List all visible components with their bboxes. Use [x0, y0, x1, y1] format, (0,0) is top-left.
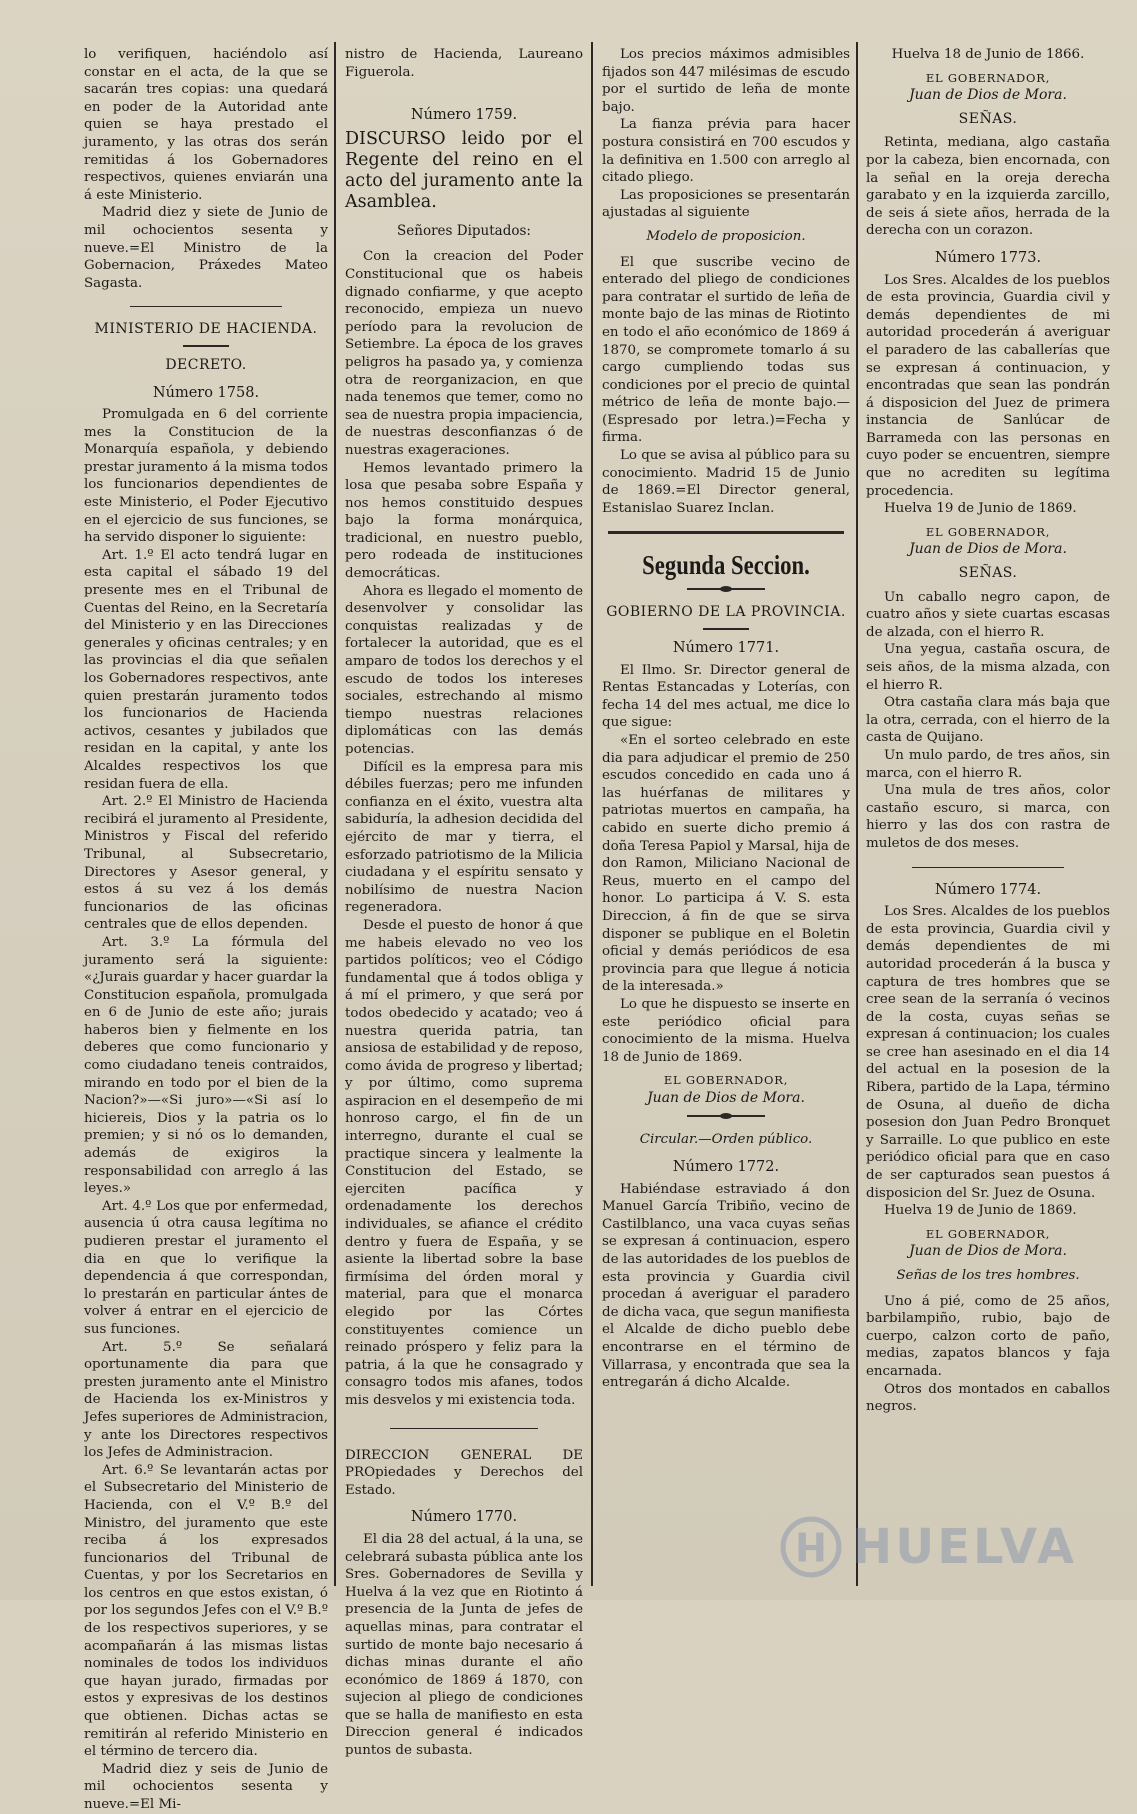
signature-title: EL GOBERNADOR,	[663, 1073, 789, 1088]
section-heading: DIRECCION GENERAL DE PROpiedades y Derechos del Estado.	[345, 1447, 583, 1498]
item-number: Número 1758.	[152, 384, 260, 401]
ornament-rule	[687, 1113, 765, 1119]
column-2	[345, 46, 583, 1759]
watermark	[780, 1516, 1077, 1578]
dash-rule	[703, 628, 749, 630]
paragraph: Habiéndase estraviado á don Manuel García Tribiño, vecino de Castilblanco, una vaca cuyas señas se expresan á continuacion, espero de las autoridades de los pueblos de esta provincia y Guardia civil procedan á averiguar el paradero de dicha vaca, que segun manifiesta el Alcalde de dicho pueblo debe encontrarse en el término de Villarrasa, y encontrada que sea la entregarán á dicho Alcalde.	[602, 1181, 850, 1391]
column-4	[866, 46, 1110, 1582]
separator	[130, 306, 281, 307]
section-heading: MINISTERIO DE HACIENDA.	[94, 321, 318, 338]
article: Art. 2.º El Ministro de Hacienda recibirá el juramento al Presidente, Ministros y Fiscal del referido Tribunal, al Subsecretario, Directores y Asesor general, y estos á su vez á los demás funcionarios de las oficinas centrales que de ellos dependen.	[84, 794, 328, 933]
article: Art. 1.º El acto tendrá lugar en esta capital el sábado 19 del presente mes en el Tribunal de Cuentas del Reino, en la Secretaría del Ministerio y en las Direcciones generales y oficinas centrales; y en las provincias el dia que señalen los Gobernadores respectivos, ante quien prestarán juramento todos los funcionarios de Hacienda activos, cesantes y jubilados que residan en la capital, y ante los Alcaldes respectivos los que residan fuera de ella.	[84, 547, 328, 792]
watermark-text: HUELVA	[852, 1519, 1077, 1575]
paragraph: Hemos levantado primero la losa que pesaba sobre España y nos hemos constituido despues bajo la forma monárquica, tradicional, en nuestro pueblo, pero rodeada de instituciones democráticas.	[345, 460, 583, 582]
dateline: Huelva 19 de Junio de 1869.	[884, 1203, 1077, 1219]
thick-rule	[608, 531, 844, 534]
signature-title: EL GOBERNADOR,	[925, 1226, 1051, 1241]
article: Art. 4.º Los que por enfermedad, ausencia ú otra causa legítima no pudieren prestar el juramento el dia en que lo verifique la dependencia á que correspondan, lo prestarán en particular ántes de volver á entrar en el ejercicio de sus funciones.	[84, 1198, 328, 1337]
signature-title: EL GOBERNADOR,	[925, 524, 1051, 539]
section-title: Segunda Seccion.	[642, 550, 810, 581]
paragraph: Ahora es llegado el momento de desenvolver y consolidar las conquistas realizadas y de fortalecer la autoridad, que es el amparo de todos los derechos y el escudo de todos los intereses sociales, estrechando al mismo tiempo nuestras relaciones diplomáticas con las demás potencias.	[345, 583, 583, 757]
column-rule	[591, 42, 593, 1586]
senas-heading: SEÑAS.	[958, 565, 1018, 582]
paragraph: Lo que he dispuesto se inserte en este periódico oficial para conocimiento de la misma. Huelva 18 de Junio de 1869.	[602, 996, 850, 1065]
paragraph: Los Sres. Alcaldes de los pueblos de esta provincia, Guardia civil y demás dependientes de mi autoridad procederán á averiguar el paradero de las caballerías que se expresan á continuacion, y encontradas que sean las pondrán á disposicion del Juez de primera instancia de Sanlúcar de Barrameda con las personas en cuyo poder se encuentren, siempre que no acrediten su legítima procedencia.	[866, 272, 1110, 499]
ornament-rule	[687, 586, 765, 592]
speech-title: DISCURSO leido por el Regente del reino en el acto del juramento ante la Asamblea.	[345, 128, 583, 212]
salutation: Señores Diputados:	[397, 222, 531, 239]
decree-heading: DECRETO.	[165, 356, 247, 373]
column-rule	[856, 42, 858, 1586]
paragraph: lo verifiquen, haciéndolo así constar en el acta, de la que se sacarán tres copias: una quedará en poder de la Autoridad ante quien se haya prestado el juramento, y las otras dos serán remitidas á los Gobernadores respectivos, quienes enviarán una á este Ministerio.	[84, 47, 328, 203]
description-item: Un mulo pardo, de tres años, sin marca, con el hierro R.	[866, 747, 1110, 781]
article: Art. 6.º Se levantarán actas por el Subsecretario del Ministerio de Hacienda, con el V.º B.º del Ministro, del juramento que este reciba á los expresados funcionarios del Tribunal de Cuentas, y por los Secretarios en los centros en que estos existan, ó por los segundos Jefes con el V.º B.º de los respectivos superiores, y se acompañarán á las mismas listas nominales de todos los individuos que hayan jurado, firmadas por estos y expresivas de los destinos que obtienen. Dichas actas se remitirán al referido Ministerio en el término de tercero dia.	[84, 1462, 328, 1760]
column-1	[84, 46, 328, 1812]
paragraph: Madrid diez y siete de Junio de mil ochocientos sesenta y nueve.=El Ministro de la Gobernacion, Práxedes Mateo Sagasta.	[84, 205, 328, 291]
paragraph: El Ilmo. Sr. Director general de Rentas Estancadas y Loterías, con fecha 14 del mes actual, me dice lo que sigue:	[602, 662, 850, 731]
senas-heading: SEÑAS.	[958, 110, 1018, 127]
description-item: Otros dos montados en caballos negros.	[866, 1381, 1110, 1415]
description-item: Otra castaña clara más baja que la otra, cerrada, con el hierro de la casta de Quijano.	[866, 695, 1110, 746]
article: Art. 5.º Se señalará oportunamente dia para que presten juramento ante el Ministro de Hacienda los ex-Ministros y Jefes superiores de Administracion, y ante los Directores respectivos los Jefes de Administracion.	[84, 1339, 328, 1461]
signature-name: Juan de Dios de Mora.	[647, 1089, 805, 1106]
model-heading: Modelo de proposicion.	[646, 228, 806, 244]
description-item: Una yegua, castaña oscura, de seis años, de la misma alzada, con el hierro R.	[866, 642, 1110, 693]
signature-name: Juan de Dios de Mora.	[909, 541, 1067, 558]
paragraph: Promulgada en 6 del corriente mes la Constitucion de la Monarquía española, y debiendo prestar juramento á la misma todos los funcionarios dependientes de este Ministerio, el Poder Ejecutivo en el ejercicio de sus funciones, se ha servido disponer lo siguiente:	[84, 407, 328, 546]
paragraph: Con la creacion del Poder Constitucional que os habeis dignado confiarme, y que acepto reconocido, empieza un nuevo período para la revolucion de Setiembre. La época de los graves peligros ha pasado ya, y comienza otra de reorganizacion, en que nada tenemos que temer, como no sea de nuestra propia impaciencia, de nuestras desconfianzas ó de nuestras exageraciones.	[345, 249, 583, 458]
column-rule	[334, 42, 336, 1586]
paragraph: nistro de Hacienda, Laureano Figuerola.	[345, 47, 583, 80]
section-heading: GOBIERNO DE LA PROVINCIA.	[606, 604, 846, 621]
dash-rule	[183, 345, 229, 347]
senas-heading: Señas de los tres hombres.	[896, 1268, 1080, 1283]
description-item: Uno á pié, como de 25 años, barbilampiño, rubio, bajo de cuerpo, calzon corto de paño, medias, zapatos blancos y faja encarnada.	[866, 1293, 1110, 1379]
item-number: Número 1773.	[934, 249, 1042, 266]
dateline: Huelva 19 de Junio de 1869.	[884, 501, 1077, 517]
paragraph: «En el sorteo celebrado en este dia para adjudicar el premio de 250 escudos concedido en cada uno á las huérfanas de militares y patriotas muertos en campaña, ha cabido en suerte dicho premio á doña Teresa Papiol y Marsal, hija de don Ramon, Miliciano Nacional de Reus, muerto en el campo del honor. Lo participa á V. S. esta Direccion, á fin de que se sirva disponer se publique en el Boletin oficial y demás periódicos de esa provincia para que llegue á noticia de la interesada.»	[602, 733, 850, 995]
signature-name: Juan de Dios de Mora.	[909, 1243, 1067, 1260]
signature-name: Juan de Dios de Mora.	[909, 87, 1067, 104]
circular-heading: Circular.—Orden público.	[639, 1132, 813, 1148]
paragraph: Desde el puesto de honor á que me habeis elevado no veo los partidos políticos; veo el Código fundamental que á todos obliga y á mí el primero, y que será por todos obedecido y acatado; veo á nuestra querida patria, tan ansiosa de estabilidad y de reposo, como ávida de progreso y libertad; y por último, como suprema aspiracion en el desempeño de mi honroso cargo, el fin de un interregno, durante el cual se practique sincera y lealmente la Constitucion del Estado, se ejerciten pacífica y ordenadamente los derechos individuales, se afiance el crédito dentro y fuera de España, y se asiente la libertad sobre la base firmísima del órden moral y material, para que el monarca elegido por las Córtes constituyentes comience un reinado próspero y feliz para la patria, á la que he consagrado y consagro todos mis afanes, todos mis desvelos y mi existencia toda.	[345, 917, 583, 1408]
separator	[390, 1428, 538, 1429]
article: Art. 3.º La fórmula del juramento será la siguiente: «¿Jurais guardar y hacer guardar la Constitucion española, promulgada en 6 de Junio de este año; jurais haberos bien y fielmente en los deberes que como funcionario y como ciudadano teneis contraidos, mirando en todo por el bien de la Nacion?»—«Si juro»—«Si así lo hiciereis, Dios y la patria os lo premien; y si nó os lo demanden, además de exigiros la responsabilidad con arreglo á las leyes.»	[84, 934, 328, 1197]
paragraph: Los Sres. Alcaldes de los pueblos de esta provincia, Guardia civil y demás dependientes de mi autoridad procederán á la busca y captura de tres hombres que se cree sean de la serranía ó vecinos de la costa, cuyas señas se expresan á continuacion; los cuales se cree han asesinado en el dia 14 del actual en la posesion de la Ribera, partido de la Lapa, término de Osuna, al dueño de dicha posesion don Juan Pedro Bronquet y Sarraille. Lo que publico en este periódico oficial para que en caso de ser capturados sean puestos á disposicion del Sr. Juez de Osuna.	[866, 904, 1110, 1201]
signature-title: EL GOBERNADOR,	[925, 70, 1051, 85]
paragraph: Lo que se avisa al público para su conocimiento. Madrid 15 de Junio de 1869.=El Director general, Estanislao Suarez Inclan.	[602, 448, 850, 516]
item-number: Número 1759.	[410, 107, 518, 124]
paragraph: La fianza prévia para hacer postura consistirá en 700 escudos y la definitiva en 1.500 con arreglo al citado pliego.	[602, 117, 850, 186]
item-number: Número 1770.	[410, 1509, 518, 1526]
paragraph: Difícil es la empresa para mis débiles fuerzas; pero me infunden confianza en el éxito, vuestra alta sabiduría, la adhesion decidida del ejército de mar y tierra, el esforzado patriotismo de la Milicia ciudadana y el espíritu sensato y nobilísimo de nuestra Nacion regeneradora.	[345, 759, 583, 916]
dateline: Huelva 18 de Junio de 1866.	[891, 47, 1085, 62]
crest-icon	[780, 1516, 842, 1578]
item-number: Número 1772.	[672, 1159, 780, 1176]
item-number: Número 1774.	[934, 881, 1042, 898]
paragraph: Madrid diez y seis de Junio de mil ochocientos sesenta y nueve.=El Mi-	[84, 1761, 328, 1812]
paragraph: Las proposiciones se presentarán ajustadas al siguiente	[602, 187, 850, 221]
paragraph: El dia 28 del actual, á la una, se celebrará subasta pública ante los Sres. Gobernadores de Sevilla y Huelva á la vez que en Riotinto á presencia de la Junta de jefes de aquellas minas, para contratar el surtido de monte bajo necesario á dichas minas durante el año económico de 1869 á 1870, con sujecion al pliego de condiciones que se halla de manifiesto en esta Direccion general é indicados puntos de subasta.	[345, 1531, 583, 1759]
paragraph: Los precios máximos admisibles fijados son 447 milésimas de escudo por el surtido de leña de monte bajo.	[602, 47, 850, 115]
item-number: Número 1771.	[672, 640, 780, 657]
description-item: Una mula de tres años, color castaño escuro, si marca, con hierro y las dos con rastra de muletos de dos meses.	[866, 783, 1110, 851]
column-3	[602, 46, 850, 1582]
separator	[912, 867, 1063, 868]
paragraph: Retinta, mediana, algo castaña por la cabeza, bien encornada, con la señal en la oreja derecha garabato y en la izquierda zarcillo, de seis á siete años, herrada de la derecha con un corazon.	[866, 135, 1110, 239]
paragraph: El que suscribe vecino de enterado del pliego de condiciones para contratar el surtido de leña de monte bajo de las minas de Riotinto en todo el año económico de 1869 á 1870, se compromete tomarlo á su cargo cumpliendo todas sus condiciones por el precio de quintal métrico de leña de monte bajo.—(Espresado por letra.)=Fecha y firma.	[602, 254, 850, 446]
description-item: Un caballo negro capon, de cuatro años y siete cuartas escasas de alzada, con el hierro R.	[866, 589, 1110, 640]
